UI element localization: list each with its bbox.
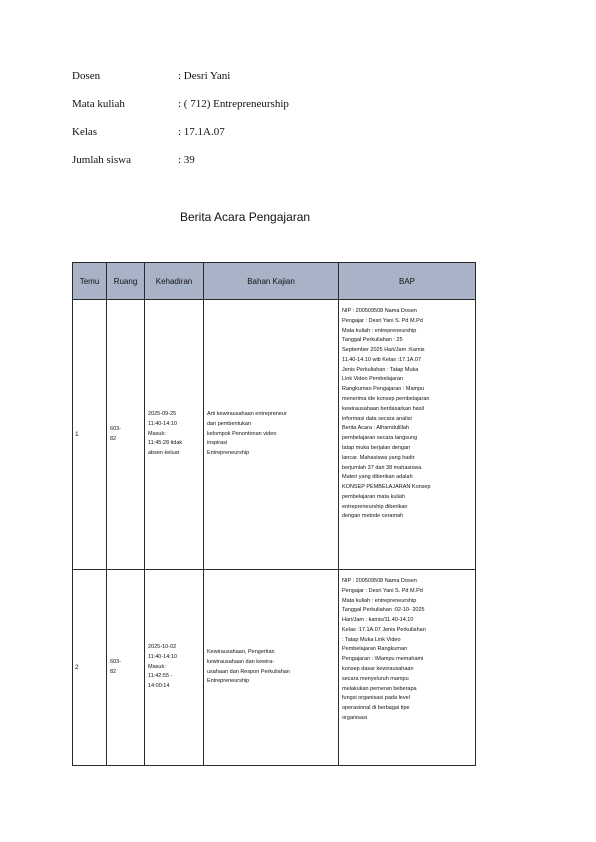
attendance-cell bbox=[145, 570, 204, 766]
document-title: Berita Acara Pengajaran bbox=[180, 210, 311, 224]
table-row bbox=[73, 300, 476, 570]
material-cell bbox=[204, 300, 339, 570]
bap-cell bbox=[339, 300, 476, 570]
meeting-number: 2 bbox=[73, 570, 107, 766]
room-cell bbox=[107, 570, 145, 766]
table-header-row bbox=[73, 263, 476, 300]
room-text: 603- 82 bbox=[110, 425, 122, 442]
col-header-room: Ruang bbox=[107, 263, 145, 300]
table-row bbox=[73, 570, 476, 766]
teaching-log-table bbox=[72, 262, 476, 766]
col-header-bap: BAP bbox=[339, 263, 476, 300]
bap-cell bbox=[339, 570, 476, 766]
attendance-cell bbox=[145, 300, 204, 570]
material-cell bbox=[204, 570, 339, 766]
class-label: Kelas bbox=[72, 126, 98, 138]
students-value: : 39 bbox=[178, 154, 195, 166]
room-text: 603- 82 bbox=[110, 658, 122, 675]
lecturer-label: Dosen bbox=[72, 70, 101, 82]
col-header-meeting: Temu bbox=[73, 263, 107, 300]
bap-text: NIP : 200509508 Nama Dosen Pengajar : Desri Yani S. Pd M.Pd Mata kuliah : entrepreneurship Tanggal Perkuliahan : 25 September 2025 Hari/Jam :Kamis 11.40-14.10 wib Kelas :17.1A.07 Jenis Perkuliahan : Tatap Muka Link Video Pembelajaran Rangkuman Pengajaran : Mampu menerima ide konsep pembelajaran kewirausahaan berdasarkan hasil informasi data secara analisi Berita Acara : Alhamdulillah pembelajaran secara langsung tatap muka berjalan dengan lancar. Mahasiswa yang hadir berjumlah 37 dari 38 mahasiswa. Materi yang diberikan adalah KONSEP PEMBELAJARAN Konsep pembelajaran mata kuliah entrepreneurship diberikan dengan metode ceramah bbox=[342, 308, 431, 520]
students-label: Jumlah siswa bbox=[72, 154, 131, 166]
material-text: Kewirausahaan, Pengertian kewirausahaan dan kewira- usahaan dan Respon Perkuliahan Entrepreneurship bbox=[207, 648, 290, 685]
bap-text: NIP : 200509508 Nama Dosen Pengajar : Desri Yani S. Pd M.Pd Mata kuliah : entrepreneurship Tanggal Perkuliahan :02-10- 2025 Hari/Jam : kamis/11.40-14.10 Kelas :17.1A.07 Jenis Perkuliahan : Tatap Muka Link Video Pembelajaran Rangkuman Pengajaran : \Mampu memahami konsep dasar kewirausahaan secara menyeluruh mampu melakukan pemeran beberapa fungsi organisasi pada level operasional di berbagai tipe organisasi bbox=[342, 578, 426, 721]
course-value: : ( 712) Entrepreneurship bbox=[178, 98, 289, 110]
course-label: Mata kuliah bbox=[72, 98, 125, 110]
attendance-text: 2025-10-02 11:40-14:10 Masuk: 11:42:55 - 14:00:14 bbox=[148, 644, 177, 690]
col-header-attendance: Kehadiran bbox=[145, 263, 204, 300]
meeting-number: 1 bbox=[73, 300, 107, 570]
room-cell bbox=[107, 300, 145, 570]
lecturer-value: : Desri Yani bbox=[178, 70, 231, 82]
class-value: : 17.1A.07 bbox=[178, 126, 225, 138]
material-text: Arti kewirausahaan entrepreneur dan pembentukan kelompok Penontonan video inspirasi Entrepreneurship bbox=[207, 411, 287, 457]
col-header-material: Bahan Kajian bbox=[204, 263, 339, 300]
attendance-text: 2025-09-25 11:40-14:10 Masuk: 11:45:28 tidak absen keluar bbox=[148, 411, 183, 457]
